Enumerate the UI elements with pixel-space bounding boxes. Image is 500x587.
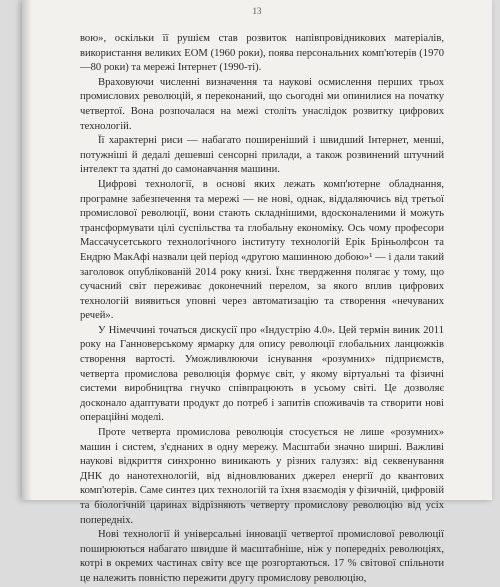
paragraph-4: Цифрові технології, в основі яких лежать комп'ютерне обладнання, програмне забезпечення та мережі — не нові, однак, віддаляючись від третьої промислової революції, вони стають складнішими, вдосконаленими й можуть трансформувати цілі суспільства та глобальну економіку. Ось чому професори Массачусетського технологічного інституту технологій Ерік Бріньолфсон та Ендрю МакАфі назвали цей період «другою машинною добою»¹ — і дали такий заголовок опублікованій 2014 року книзі. Їхнє твердження полягає у тому, що сучасний світ переживає доконечний перелом, за якого вплив цифрових технологій виявиться уповні через автоматизацію та створення «нечуваних речей».: [80, 178, 444, 322]
paragraph-3: Її характерні риси — набагато поширеніший і швидший Інтернет, менші, потужніші й дедалі дешевші сенсорні прилади, а також розвинений штучний інтелект та здатні до самонавчання машини.: [80, 135, 444, 176]
page-fold-shadow: [22, 0, 32, 500]
paragraph-1: вою», оскільки її рушієм став розвиток напівпровідникових матеріалів, використання великих ЕОМ (1960 роки), поява персональних комп'ютерів (1970—80 роки) та мережі Інтернет (1990-ті).: [80, 33, 444, 74]
paragraph-6: Проте четверта промислова революція стосується не лише «розумних» машин і систем, з'єднаних в одну мережу. Масштаби значно ширші. Важливі наукові відкриття синхронно виникають у різних галузях: від секвенування ДНК до нанотехнологій, від відновлюваних джерел енергії до квантових комп'ютерів. Саме синтез цих технологій та їхня взаємодія у фізичній, цифровій та біологічній царинах відрізняють четверту промислову революцію від усіх попередніх.: [80, 427, 444, 526]
book-page: [22, 0, 492, 584]
text-body: [80, 32, 444, 587]
paragraph-7: Нові технології й універсальні інновації четвертої промислової революції поширюються набагато швидше й масштабніше, ніж у попередніх революціях, котрі в окремих частинах світу все ще розгортаються. 17 % світової спільноти це належить повністю пережити другу промислову революцію,: [80, 529, 444, 584]
paragraph-2: Враховуючи численні визначення та наукові осмислення перших трьох промислових революцій, я переконаний, що сьогодні ми опинилися на початку четвертої. Вона розпочалася на межі століть унаслідок розвитку цифрових технологій.: [80, 76, 444, 132]
paragraph-5: У Німеччині точаться дискусії про «Індустрію 4.0». Цей термін виник 2011 року на Ганноверському ярмарку для опису революції глобальних ланцюжків створення вартості. Уможливлюючи існування «розумних» підприємств, четверта промислова революція формує світ, у якому віртуальні та фізичні системи виробництва гнучко співпрацюють в усьому світі. Це дозволяє досконало адаптувати продукт до потреб і запитів споживачів та створити нові операційні моделі.: [80, 324, 444, 424]
page-number: 13: [252, 6, 262, 16]
